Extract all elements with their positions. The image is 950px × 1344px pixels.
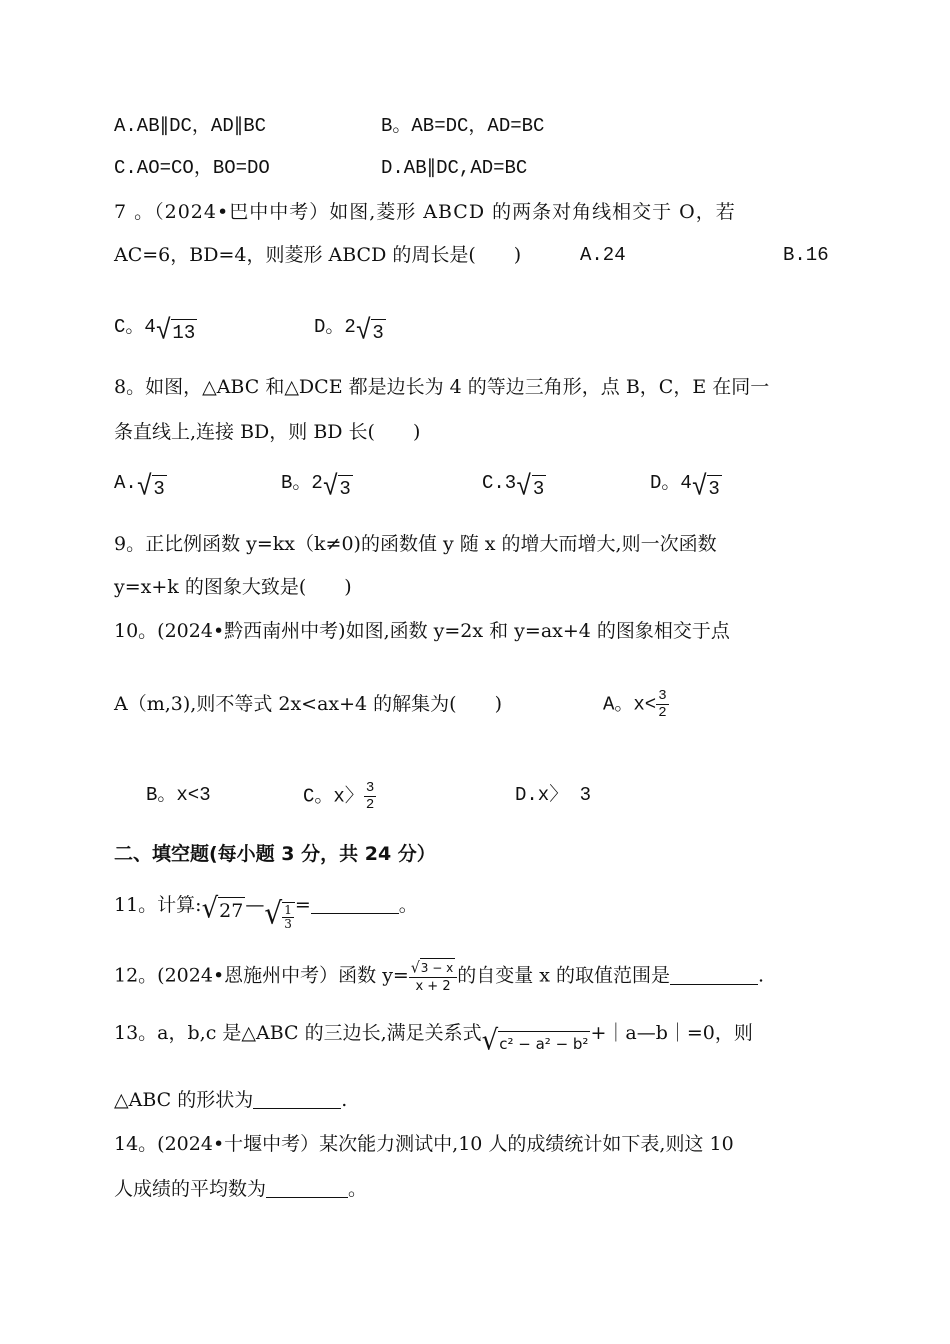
q7-option-a: A.24 <box>580 244 626 266</box>
sqrt-one-third: √ $\frac{1}{3}$ <box>264 897 294 931</box>
fraction-3-2: $\frac{3}{2}$ <box>365 780 375 813</box>
q10-option-b: B。x<3 <box>146 784 211 806</box>
q10-option-a-label: A。x< <box>603 693 657 716</box>
sqrt-27: √ 27 <box>201 892 244 926</box>
q8-option-d <box>650 470 722 504</box>
sqrt-3: √ 3 <box>322 470 351 504</box>
q10-line1: 10。(2024•黔西南州中考)如图,函数 y=2x 和 y=ax+4 的图象相交于点 <box>114 620 730 642</box>
q8-option-d-label: D。4 <box>650 472 692 494</box>
q12 <box>114 958 764 995</box>
answer-blank[interactable] <box>253 1108 341 1109</box>
q6-option-c: C.AO=CO，BO=DO <box>114 157 270 179</box>
q10-option-d: D.x〉 3 <box>515 784 592 806</box>
sqrt-3: √ 3 <box>691 470 720 504</box>
q10-option-a <box>603 688 669 721</box>
q7-option-d <box>314 314 386 348</box>
q14-end: 。 <box>348 1178 368 1200</box>
q13-text: +｜a—b｜=0，则 <box>590 1022 753 1044</box>
q14-line1: 14。(2024•十堰中考）某次能力测试中,10 人的成绩统计如下表,则这 10 <box>114 1133 734 1155</box>
q14-line2 <box>114 1176 367 1202</box>
q13-question: △ABC 的形状为 <box>114 1089 254 1111</box>
sqrt-3: √ 3 <box>355 314 384 348</box>
q11-end: 。 <box>398 894 418 916</box>
equals-sign: = <box>294 894 311 916</box>
q12-text: 的自变量 x 的取值范围是 <box>457 964 670 987</box>
q11-label: 11。计算: <box>114 894 202 916</box>
answer-blank[interactable] <box>266 1197 348 1198</box>
q8-line1: 8。如图，△ABC 和△DCE 都是边长为 4 的等边三角形，点 B，C，E 在同一 <box>114 376 770 398</box>
q7-option-d-label: D。2 <box>314 316 356 338</box>
q9-line1: 9。正比例函数 y=kx（k≠0)的函数值 y 随 x 的增大而增大,则一次函数 <box>114 533 717 555</box>
minus-sign: — <box>245 894 265 916</box>
q10-option-c <box>303 780 376 813</box>
answer-blank[interactable] <box>670 984 758 985</box>
fraction-function: √ 3 − x x + 2 <box>409 958 457 995</box>
q12-label: 12。(2024•恩施州中考）函数 y= <box>114 964 409 987</box>
q7-option-c <box>114 314 197 348</box>
q7-line1: 7 。（2024•巴中中考）如图,菱形 ABCD 的两条对角线相交于 O，若 <box>114 201 736 223</box>
q7-option-b: B.16 <box>783 244 829 266</box>
q7-option-c-label: C。4 <box>114 316 156 338</box>
q8-line2: 条直线上,连接 BD，则 BD 长( ) <box>114 421 421 443</box>
q8-option-a <box>114 470 167 504</box>
fraction-3-2: $\frac{3}{2}$ <box>658 688 667 721</box>
q14-question: 人成绩的平均数为 <box>114 1178 267 1200</box>
q12-end: . <box>758 964 765 987</box>
q6-option-b: B。AB=DC，AD=BC <box>381 115 545 137</box>
section-heading: 二、填空题(每小题 3 分，共 24 分） <box>114 843 436 865</box>
q13-label: 13。a，b,c 是△ABC 的三边长,满足关系式 <box>114 1022 482 1044</box>
sqrt-3-minus-x: √ 3 − x <box>410 959 454 977</box>
sqrt-13: √ 13 <box>155 314 196 348</box>
answer-blank[interactable] <box>311 913 399 914</box>
q8-option-b <box>281 470 353 504</box>
q8-option-b-label: B。2 <box>281 472 323 494</box>
q9-line2: y=x+k 的图象大致是( ) <box>114 576 352 598</box>
q13-line2 <box>114 1087 347 1113</box>
sqrt-3: √ 3 <box>516 470 545 504</box>
q13-end: . <box>341 1089 348 1111</box>
q7-line2: AC=6，BD=4，则菱形 ABCD 的周长是( ) <box>114 244 522 266</box>
q6-option-d: D.AB∥DC,AD=BC <box>381 157 528 179</box>
q10-option-c-label: C。x〉 <box>303 785 364 808</box>
q8-option-c <box>482 470 546 504</box>
sqrt-expression: √ c² − a² − b² <box>481 1024 589 1058</box>
q8-option-c-label: C.3 <box>482 472 517 494</box>
q8-option-a-label: A. <box>114 472 137 494</box>
sqrt-3: √ 3 <box>136 470 165 504</box>
q11 <box>114 892 418 931</box>
q6-option-a: A.AB∥DC，AD∥BC <box>114 115 267 137</box>
q10-line2: A（m,3),则不等式 2x<ax+4 的解集为( ) <box>114 693 502 715</box>
q13-line1 <box>114 1020 753 1058</box>
